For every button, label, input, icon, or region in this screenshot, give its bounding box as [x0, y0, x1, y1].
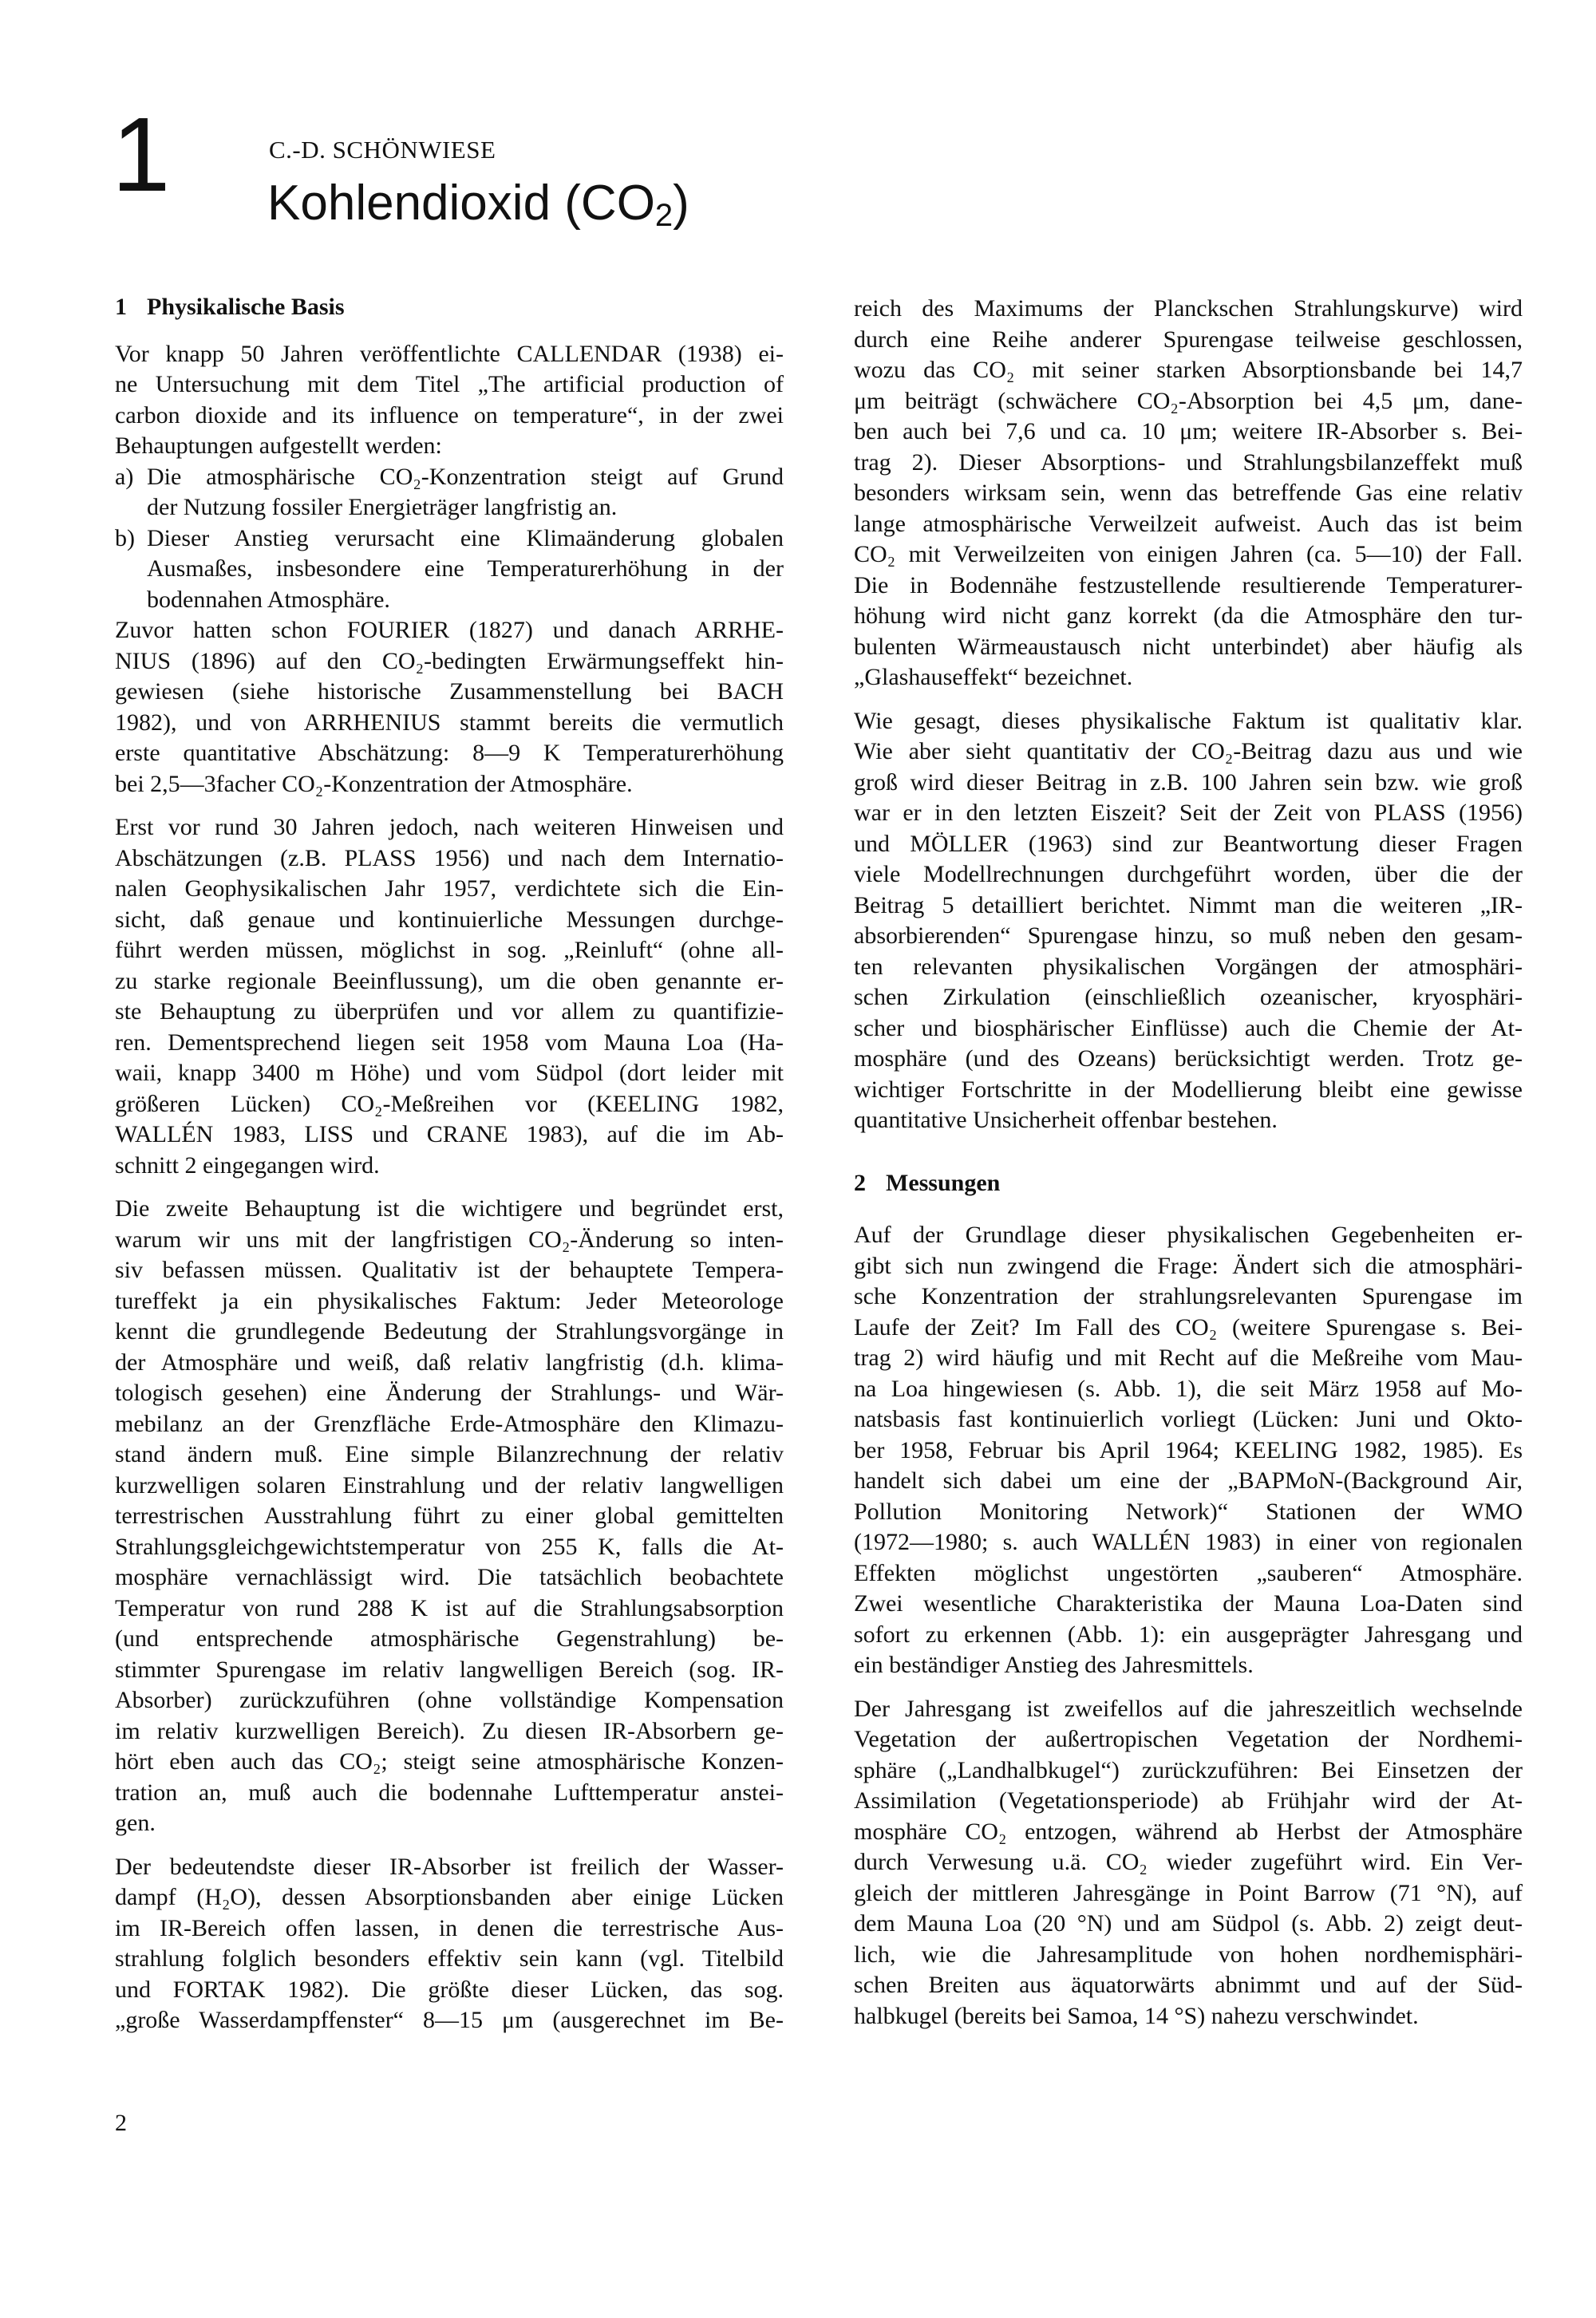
chapter-number: 1	[112, 96, 171, 213]
text-line: Der bedeutendste dieser IR-Absorber ist freilich der Wasser-	[115, 1853, 784, 1880]
text-line: (und entsprechende atmosphärische Gegenstrahlung) be-	[115, 1625, 784, 1652]
text-line: groß wird dieser Beitrag in z.B. 100 Jahren sein bzw. wie groß	[854, 768, 1523, 796]
text-line: sche Konzentration der strahlungsrelevanten Spurengase im	[854, 1283, 1523, 1309]
list-item	[115, 523, 784, 616]
text-line: ben auch bei 7,6 und ca. 10 μm; weitere IR-Absorber s. Bei-	[854, 418, 1523, 444]
list-item-label: b)	[115, 524, 135, 551]
text-line: ein beständiger Anstieg des Jahresmittels.	[854, 1652, 1254, 1678]
section-number: 2	[854, 1169, 866, 1196]
text-line: na Loa hingewiesen (s. Abb. 1), die seit März 1958 auf Mo-	[854, 1375, 1523, 1402]
text-line: scher und biosphärischer Einflüsse) auch die Chemie der At-	[854, 1014, 1523, 1041]
list-item	[115, 462, 784, 523]
text-line: kurzwelligen solaren Einstrahlung und der relativ langwelligen	[115, 1471, 784, 1499]
text-line: quantitative Unsicherheit offenbar bestehen.	[854, 1107, 1278, 1133]
text-line: 1982), und von ARRHENIUS stammt bereits die vermutlich	[115, 709, 784, 736]
text-line: Die in Bodennähe festzustellende resultierende Temperaturer-	[854, 571, 1523, 598]
text-line: handelt sich dabei um eine der „BAPMoN-(Background Air,	[854, 1467, 1523, 1494]
text-line: ne Untersuchung mit dem Titel „The artificial production of	[115, 371, 784, 397]
text-line: Vor knapp 50 Jahren veröffentlichte CALLENDAR (1938) ei-	[115, 340, 784, 367]
text-line: terrestrischen Ausstrahlung führt zu einer global gemittelten	[115, 1503, 784, 1529]
text-line: bei 2,5—3facher CO₂-Konzentration der Atmosphäre.	[115, 770, 633, 797]
text-line: wichtiger Fortschritte in der Modellierung bleibt eine gewisse	[854, 1076, 1523, 1103]
right-text-column	[854, 294, 1523, 2032]
text-line: stand ändern muß. Eine simple Bilanzrechnung der relativ	[115, 1441, 784, 1467]
text-line: Laufe der Zeit? Im Fall des CO₂ (weitere Spurengase s. Bei-	[854, 1313, 1523, 1341]
text-line: ste Behauptung zu überprüfen und vor allem zu quantifizie-	[115, 998, 784, 1025]
text-line: viele Modellrechnungen durchgeführt worden, über die der	[854, 861, 1523, 887]
text-line: mebilanz an der Grenzfläche Erde-Atmosphäre den Klimazu-	[115, 1410, 784, 1437]
paragraph	[854, 706, 1523, 1136]
text-line: warum wir uns mit der langfristigen CO₂-Änderung so inten-	[115, 1226, 784, 1253]
text-line: Ausmaßes, insbesondere eine Temperaturerhöhung in der	[147, 555, 784, 582]
text-line: höhung wird nicht ganz korrekt (da die Atmosphäre den tur-	[854, 602, 1523, 629]
author-name: C.-D. SCHÖNWIESE	[269, 136, 496, 164]
text-line: ten relevanten physikalischen Vorgängen der atmosphäri-	[854, 953, 1523, 980]
left-text-column	[115, 292, 784, 2036]
section-title: Physikalische Basis	[147, 294, 345, 320]
text-line: war er in den letzten Eiszeit? Seit der Zeit von PLASS (1956)	[854, 800, 1523, 826]
text-line: Erst vor rund 30 Jahren jedoch, nach weiteren Hinweisen und	[115, 814, 784, 840]
text-line: reich des Maximums der Planckschen Strahlungskurve) wird	[854, 295, 1523, 322]
text-line: tureffekt ja ein physikalisches Faktum: Jeder Meteorologe	[115, 1287, 784, 1314]
text-line: bulenten Wärmeaustausch nicht unterbindet) aber häufig als	[854, 633, 1523, 660]
text-line: im relativ kurzwelligen Bereich). Zu diesen IR-Absorbern ge-	[115, 1717, 784, 1744]
chapter-title	[267, 176, 689, 231]
text-line: Die atmosphärische CO₂-Konzentration steigt auf Grund	[147, 463, 784, 490]
text-line: „Glashauseffekt“ bezeichnet.	[854, 664, 1133, 690]
text-line: Dieser Anstieg verursacht eine Klimaänderung globalen	[147, 524, 784, 551]
text-line: mosphäre vernachlässigt wird. Die tatsächlich beobachtete	[115, 1564, 784, 1590]
text-line: dampf (H₂O), dessen Absorptionsbanden aber einige Lücken	[115, 1884, 784, 1910]
text-line: erste quantitative Abschätzung: 8—9 K Temperaturerhöhung	[115, 740, 784, 766]
text-line: Zuvor hatten schon FOURIER (1827) und danach ARRHE-	[115, 617, 784, 643]
list-item-label: a)	[115, 463, 134, 490]
text-line: carbon dioxide and its influence on temperature“, in der zwei	[115, 401, 784, 428]
text-line: trag 2). Dieser Absorptions- und Strahlungsbilanzeffekt muß	[854, 448, 1523, 476]
text-line: Zwei wesentliche Charakteristika der Mauna Loa-Daten sind	[854, 1590, 1523, 1617]
text-line: Temperatur von rund 288 K ist auf die Strahlungsabsorption	[115, 1594, 784, 1621]
text-line: ber 1958, Februar bis April 1964; KEELING 1982, 1985). Es	[854, 1436, 1523, 1463]
text-line: Abschätzungen (z.B. PLASS 1956) und nach dem Internatio-	[115, 844, 784, 871]
paragraph	[115, 1194, 784, 1839]
text-line: Behauptungen aufgestellt werden:	[115, 432, 442, 459]
text-line: stimmter Spurengase im relativ langwelligen Bereich (sog. IR-	[115, 1656, 784, 1683]
text-line: tration an, muß auch die bodennahe Lufttemperatur anstei-	[115, 1779, 784, 1806]
text-line: Pollution Monitoring Network)“ Stationen der WMO	[854, 1498, 1523, 1525]
text-line: waii, knapp 3400 m Höhe) und vom Südpol (dort leider mit	[115, 1060, 784, 1086]
text-line: größeren Lücken) CO₂-Meßreihen vor (KEELING 1982,	[115, 1090, 784, 1117]
text-line: μm beiträgt (schwächere CO₂-Absorption bei 4,5 μm, dane-	[854, 387, 1523, 414]
chapter-title-main: Kohlendioxid (CO	[267, 176, 655, 231]
text-line: gibt sich nun zwingend die Frage: Ändert sich die atmosphäri-	[854, 1252, 1523, 1279]
text-line: der Atmosphäre und weiß, daß relativ langfristig (d.h. klima-	[115, 1349, 784, 1376]
text-line: schen Zirkulation (einschließlich ozeanischer, kryosphäri-	[854, 984, 1523, 1010]
page-number: 2	[115, 2110, 127, 2136]
text-line: und MÖLLER (1963) sind zur Beantwortung dieser Fragen	[854, 830, 1523, 857]
text-line: gewiesen (siehe historische Zusammenstellung bei BACH	[115, 678, 784, 705]
text-line: sicht, daß genaue und kontinuierliche Messungen durchge-	[115, 906, 784, 933]
text-line: kennt die grundlegende Bedeutung der Strahlungsvorgänge in	[115, 1318, 784, 1345]
section-title: Messungen	[886, 1169, 1001, 1196]
text-line: (1972—1980; s. auch WALLÉN 1983) in einer von regionalen	[854, 1529, 1523, 1555]
text-line: natsbasis fast kontinuierlich vorliegt (Lücken: Juni und Okto-	[854, 1406, 1523, 1432]
text-line: und FORTAK 1982). Die größte dieser Lücken, das sog.	[115, 1976, 784, 2003]
text-line: sphäre („Landhalbkugel“) zurückzuführen: Bei Einsetzen der	[854, 1756, 1523, 1783]
section-heading	[115, 292, 784, 323]
text-line: hört eben auch das CO₂; steigt seine atmosphärische Konzen-	[115, 1748, 784, 1775]
text-line: Vegetation der außertropischen Vegetation der Nordhemi-	[854, 1726, 1523, 1752]
paragraph	[115, 1852, 784, 2036]
text-line: Effekten möglichst ungestörten „sauberen“ Atmosphäre.	[854, 1559, 1523, 1586]
text-line: mosphäre CO₂ entzogen, während ab Herbst der Atmosphäre	[854, 1818, 1523, 1845]
text-line: absorbierenden“ Spurengase hinzu, so muß neben den gesam-	[854, 922, 1523, 949]
text-line: Strahlungsgleichgewichtstemperatur von 255 K, falls die At-	[115, 1533, 784, 1560]
text-line: durch Verwesung u.ä. CO₂ wieder zugeführt wird. Ein Ver-	[854, 1849, 1523, 1875]
paragraph	[854, 1220, 1523, 1681]
text-line: der Nutzung fossiler Energieträger langfristig an.	[147, 494, 618, 520]
text-line: sofort zu erkennen (Abb. 1): ein ausgeprägter Jahresgang und	[854, 1621, 1523, 1648]
text-line: CO₂ mit Verweilzeiten von einigen Jahren (ca. 5—10) der Fall.	[854, 541, 1523, 567]
text-line: Auf der Grundlage dieser physikalischen Gegebenheiten er-	[854, 1222, 1523, 1248]
text-line: Assimilation (Vegetationsperiode) ab Frühjahr wird der At-	[854, 1787, 1523, 1814]
text-line: führt werden müssen, möglichst in sog. „Reinluft“ (ohne all-	[115, 937, 784, 963]
text-line: lich, wie die Jahresamplitude von hohen nordhemisphäri-	[854, 1941, 1523, 1968]
text-line: Beitrag 5 detailliert berichtet. Nimmt man die weiteren „IR-	[854, 891, 1523, 918]
text-line: schnitt 2 eingegangen wird.	[115, 1151, 380, 1179]
paragraph	[854, 1694, 1523, 2032]
text-line: Der Jahresgang ist zweifellos auf die jahreszeitlich wechselnde	[854, 1695, 1523, 1722]
section-number: 1	[115, 294, 127, 320]
text-line: wozu das CO₂ mit seiner starken Absorptionsbande bei 14,7	[854, 357, 1523, 383]
text-line: Wie gesagt, dieses physikalische Faktum ist qualitativ klar.	[854, 707, 1523, 734]
text-line: dem Mauna Loa (20 °N) und am Südpol (s. Abb. 2) zeigt deut-	[854, 1910, 1523, 1937]
text-line: ren. Dementsprechend liegen seit 1958 vom Mauna Loa (Ha-	[115, 1029, 784, 1056]
text-line: Wie aber sieht quantitativ der CO₂-Beitrag dazu aus und wie	[854, 738, 1523, 764]
text-line: Die zweite Behauptung ist die wichtigere und begründet erst,	[115, 1195, 784, 1222]
text-line: trag 2) wird häufig und mit Recht auf die Meßreihe vom Mau-	[854, 1345, 1523, 1371]
text-line: durch eine Reihe anderer Spurengase teilweise geschlossen,	[854, 326, 1523, 353]
paragraph	[115, 615, 784, 800]
text-line: zu starke regionale Beeinflussung), um die oben genannte er-	[115, 967, 784, 994]
text-line: besonders wirksam sein, wenn das betreffende Gas eine relativ	[854, 480, 1523, 506]
text-line: Absorber) zurückzuführen (ohne vollständige Kompensation	[115, 1687, 784, 1713]
text-line: „große Wasserdampffenster“ 8—15 μm (ausgerechnet im Be-	[115, 2007, 784, 2033]
text-line: strahlung folglich besonders effektiv sein kann (vgl. Titelbild	[115, 1945, 784, 1972]
text-line: im IR-Bereich offen lassen, in denen die terrestrische Aus-	[115, 1914, 784, 1941]
text-line: NIUS (1896) auf den CO₂-bedingten Erwärmungseffekt hin-	[115, 647, 784, 674]
text-line: tologisch gesehen) eine Änderung der Strahlungs- und Wär-	[115, 1380, 784, 1406]
paragraph	[115, 339, 784, 462]
text-line: gen.	[115, 1810, 156, 1836]
text-line: lange atmosphärische Verweilzeit aufweist. Auch das ist beim	[854, 510, 1523, 537]
paragraph	[115, 812, 784, 1181]
chapter-title-close: )	[673, 176, 689, 231]
text-line: WALLÉN 1983, LISS und CRANE 1983), auf die im Ab-	[115, 1121, 784, 1147]
text-line: siv befassen müssen. Qualitativ ist der behauptete Tempera-	[115, 1257, 784, 1283]
text-line: schen Breiten aus äquatorwärts abnimmt und auf der Süd-	[854, 1972, 1523, 1998]
text-line: nalen Geophysikalischen Jahr 1957, verdichtete sich die Ein-	[115, 875, 784, 902]
text-line: mosphäre (und des Ozeans) berücksichtigt werden. Trotz ge-	[854, 1045, 1523, 1072]
text-line: bodennahen Atmosphäre.	[147, 586, 390, 613]
section-heading	[854, 1168, 1523, 1199]
text-line: halbkugel (bereits bei Samoa, 14 °S) nahezu verschwindet.	[854, 2002, 1419, 2029]
chapter-title-subscript: 2	[654, 198, 674, 233]
paragraph	[854, 294, 1523, 693]
text-line: gleich der mittleren Jahresgänge in Point Barrow (71 °N), auf	[854, 1879, 1523, 1906]
